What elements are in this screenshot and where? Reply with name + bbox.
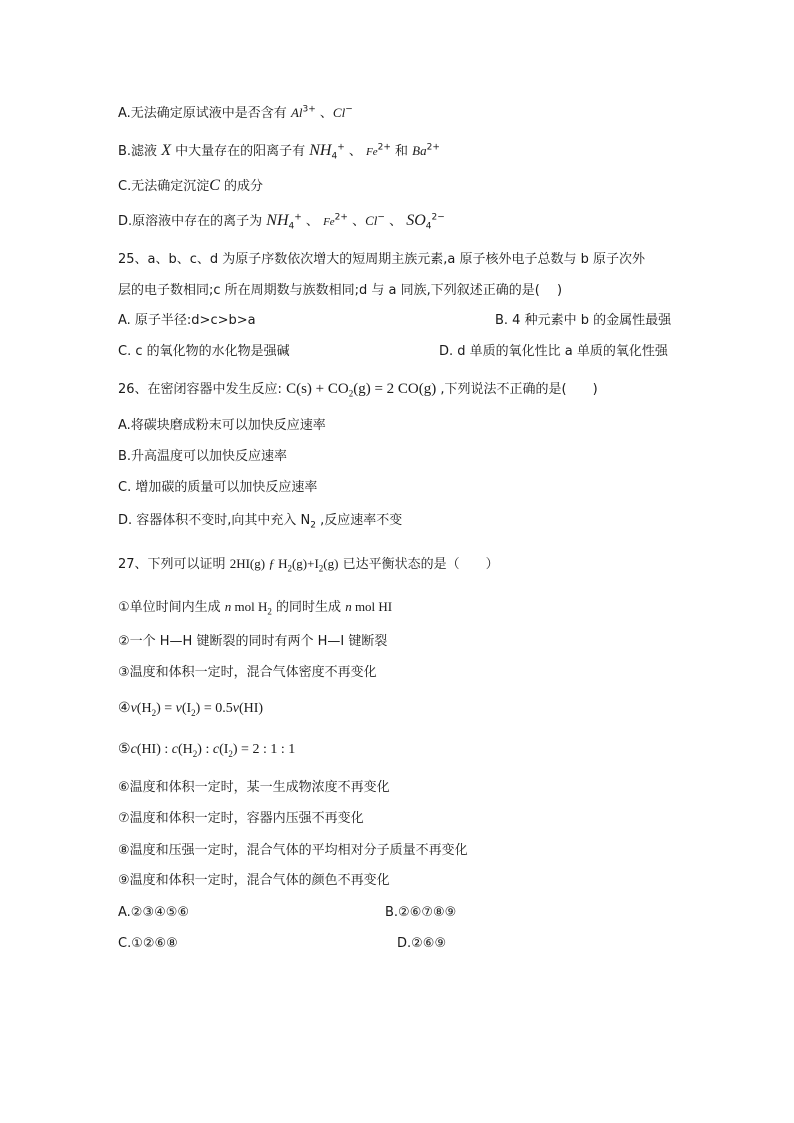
q27-stem-text: 27、下列可以证明 <box>118 557 230 572</box>
q26-option-a: A.将碳块磨成粉末可以加快反应速率 <box>118 418 326 433</box>
q24-option-d-text: D.原溶液中存在的离子为 <box>118 214 267 229</box>
q27-option-c: C.①②⑥⑧ <box>118 936 178 951</box>
separator: 、 <box>315 106 333 121</box>
formula-text: ) = 0.5 <box>195 701 233 716</box>
rate-symbol: v <box>232 701 239 716</box>
q25-option-c: C. c 的氧化物的水化物是强碱 <box>118 344 290 359</box>
q27-statement-8: ⑧温度和压强一定时，混合气体的平均相对分子质量不再变化 <box>118 843 468 858</box>
formula-text: (I <box>181 701 192 716</box>
ion-charge: − <box>377 212 385 223</box>
statement-text: 的同时生成 <box>271 600 346 615</box>
formula-text: (I <box>219 742 229 757</box>
q24-option-b-text: B.滤液 <box>118 144 162 159</box>
reaction-equation: (g) <box>323 556 339 571</box>
q26-option-d <box>118 512 402 530</box>
ion-charge: 3+ <box>302 104 316 115</box>
equilibrium-symbol: ƒ <box>265 556 279 571</box>
q27-stem <box>118 555 499 574</box>
subscript: 2 <box>191 707 196 718</box>
statement-text: ①单位时间内生成 <box>118 600 225 615</box>
q26-option-b: B.升高温度可以加快反应速率 <box>118 449 288 464</box>
separator: 、 <box>347 214 366 229</box>
q27-statement-4 <box>118 700 263 718</box>
subscript: 4 <box>288 221 295 232</box>
separator: 、 <box>301 214 324 229</box>
ion-cl: Cl <box>365 213 378 228</box>
subscript: 2 <box>192 748 198 759</box>
subscript: 2 <box>348 388 354 399</box>
subscript: 2 <box>228 748 233 759</box>
q26-stem-text: ,下列说法不正确的是( ) <box>436 382 598 397</box>
q26-option-c: C. 增加碳的质量可以加快反应速率 <box>118 480 318 495</box>
q24-option-c <box>118 177 263 196</box>
statement-text: mol H <box>231 599 268 614</box>
q27-statement-1 <box>118 598 392 617</box>
ion-charge: + <box>294 212 302 223</box>
q25-option-d: D. d 单质的氧化性比 a 单质的氧化性强 <box>439 344 668 359</box>
q24-option-d <box>118 212 445 231</box>
q27-statement-2: ②一个 H—H 键断裂的同时有两个 H—I 键断裂 <box>118 634 388 649</box>
q27-statement-7: ⑦温度和体积一定时，容器内压强不再变化 <box>118 811 364 826</box>
subscript: 2 <box>151 707 157 718</box>
statement-number: ⑤ <box>118 742 131 757</box>
statement-number: ④ <box>118 701 131 716</box>
formula-text: (H <box>178 742 193 757</box>
subscript: 4 <box>425 221 432 232</box>
reaction-equation: (g)+I <box>291 556 319 571</box>
q27-statement-3: ③温度和体积一定时，混合气体密度不再变化 <box>118 665 377 680</box>
separator: 、 <box>384 214 407 229</box>
variable-n: n <box>345 599 352 614</box>
formula-text: (HI) <box>238 701 264 716</box>
q25-stem-line1: 25、a、b、c、d 为原子序数依次增大的短周期主族元素,a 原子核外电子总数与 b 原子次外 <box>118 252 646 267</box>
q27-option-d: D.②⑥⑨ <box>397 936 447 951</box>
conjunction: 和 <box>390 144 413 159</box>
ion-so4: SO <box>406 212 426 229</box>
q24-option-a-text: A.无法确定原试液中是否含有 <box>118 106 291 121</box>
ion-charge: 2+ <box>334 212 348 223</box>
q26-stem-text: 26、在密闭容器中发生反应: <box>118 382 287 397</box>
formula-text: ) = 2 : 1 : 1 <box>232 742 296 757</box>
q25-option-a: A. 原子半径:d>c>b>a <box>118 313 256 328</box>
reaction-equation: H <box>278 556 288 571</box>
q27-statement-5 <box>118 741 295 759</box>
ion-charge: 2+ <box>377 142 391 153</box>
q24-option-c-text: 的成分 <box>219 179 264 194</box>
reaction-equation: 2HI(g) <box>229 556 266 571</box>
q27-option-b: B.②⑥⑦⑧⑨ <box>385 905 457 920</box>
q27-statement-6: ⑥温度和体积一定时，某一生成物浓度不再变化 <box>118 780 390 795</box>
ion-al: Al <box>290 105 303 120</box>
concentration-symbol: c <box>212 742 220 757</box>
q26-stem <box>118 380 598 399</box>
filtrate-x: X <box>161 142 171 159</box>
q27-statement-9: ⑨温度和体积一定时，混合气体的颜色不再变化 <box>118 873 390 888</box>
q25-option-b: B. 4 种元素中 b 的金属性最强 <box>495 313 672 328</box>
ion-fe: Fe <box>366 146 378 158</box>
ion-charge: − <box>345 104 353 115</box>
subscript: 2 <box>267 606 272 617</box>
q24-option-b-text: 中大量存在的阳离子有 <box>170 144 310 159</box>
statement-text: mol HI <box>351 599 393 614</box>
subscript: 2 <box>310 520 316 531</box>
precipitate-c: C <box>209 177 220 194</box>
separator: 、 <box>344 144 367 159</box>
q24-option-a <box>118 104 353 123</box>
subscript: 2 <box>287 563 292 574</box>
ion-fe: Fe <box>323 216 335 228</box>
rate-symbol: v <box>130 701 137 716</box>
reaction-equation: C(s) + CO <box>286 381 349 397</box>
q26-option-d-text: ,反应速率不变 <box>316 513 403 528</box>
ion-nh4: NH <box>266 212 289 229</box>
ion-cl: Cl <box>332 105 346 120</box>
formula-text: (H <box>136 701 152 716</box>
formula-text: ) : <box>197 742 213 757</box>
concentration-symbol: c <box>130 742 137 757</box>
ion-charge: 2+ <box>426 142 440 153</box>
q27-stem-text: 已达平衡状态的是（ ） <box>338 557 499 572</box>
q25-stem-line2: 层的电子数相同;c 所在周期数与族数相同;d 与 a 同族,下列叙述正确的是( ) <box>118 283 563 298</box>
q24-option-b <box>118 142 440 161</box>
variable-n: n <box>224 599 232 614</box>
ion-nh4: NH <box>309 142 332 159</box>
ion-ba: Ba <box>412 143 427 158</box>
q27-option-a: A.②③④⑤⑥ <box>118 905 190 920</box>
ion-charge: 2− <box>431 212 445 223</box>
rate-symbol: v <box>175 701 182 716</box>
q24-option-c-text: C.无法确定沉淀 <box>118 179 210 194</box>
formula-text: ) = <box>156 701 176 716</box>
formula-text: (HI) : <box>136 742 172 757</box>
q26-option-d-text: D. 容器体积不变时,向其中充入 N <box>118 513 311 528</box>
ion-charge: + <box>337 142 345 153</box>
concentration-symbol: c <box>171 742 178 757</box>
reaction-equation: (g) = 2 CO(g) <box>353 381 437 397</box>
subscript: 2 <box>318 563 324 574</box>
subscript: 4 <box>331 151 338 162</box>
